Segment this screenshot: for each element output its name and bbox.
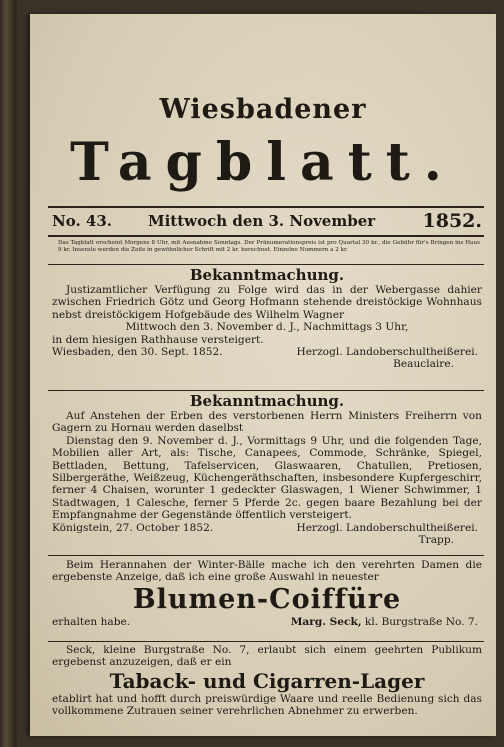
ad-text: Beim Herannahen der Winter-Bälle mache ich den verehrten Damen die ergebenste Anzeige, daß ich eine große Auswahl in neuester [52,559,482,584]
announcement-text: in dem hiesigen Rathhause versteigert. [52,333,264,346]
divider [48,390,484,391]
announcement-text: Dienstag den 9. November d. J., Vormittags 9 Uhr, und die folgenden Tage, Mobilien aller Art, als: Tische, Canapees, Commode, Schränke, Spiegel, Bettladen, Bettung, Tafelservicen, Glaswaaren, Chatullen, Pretiosen, Silbergeräthe, Weißzeug, Küchengeräthschaften, insbesondere Kupfergeschirr, ferner 4 Chaisen, worunter 1 gedeckter Glaswagen, 1 Wiener Schwimmer, 1 Stadtwagen, 1 Calesche, ferner 5 Pferde 2c. gegen baare Bezahlung bei der Empfangnahme der Gegenstände öffentlich versteigert. [52,434,482,522]
announcement-date-line: Mittwoch den 3. November d. J., Nachmittags 3 Uhr, [125,321,409,334]
announcement-text: Justizamtlicher Verfügung zu Folge wird das in der Webergasse dahier zwischen Friedrich Götz und Georg Hofmann stehende dreistöckige Wohnhaus nebst dreistöckigem Hofgebäude des Wilhelm Wagner [52,284,482,321]
ad-text: Seck, kleine Burgstraße No. 7, erlaubt sich einem geehrten Publikum ergebenst anzuzeigen, daß er ein [52,644,482,669]
announcement-footer [52,346,482,358]
divider [48,641,484,642]
announcement-heading: Bekanntmachung. [189,266,345,284]
ad-text: etablirt hat und hofft durch preiswürdige Waare und reelle Bedienung sich das vollkommene Zutrauen seiner verehrlichen Abnehmer zu erwerben. [52,692,482,718]
signature: Beauclaire. [393,358,454,371]
masthead-line-1: Wiesbadener [159,94,367,125]
ad-closing: erhalten habe. [52,615,131,628]
announcement-footer [52,522,482,534]
dateline-top-rule [48,206,484,208]
announcement-1 [52,266,482,371]
place-date: Königstein, 27. October 1852. [52,521,214,534]
signature: Trapp. [418,534,454,547]
dateline [52,210,482,236]
publication-notice: Das Tagblatt erscheint Morgens 8 Uhr, mit Ausnahme Sonntags. Der Pränumerationspreis ist pro Quartal 30 kr., die Gebühr für's Bringen ins Haus 9 kr. Inserate werden die Zeile in gewöhnlicher Schrift mit 2 kr. berechnet. Einzelne Nummern a 2 kr. [58,240,480,254]
newspaper-page [30,14,496,736]
issue-year: 1852. [422,210,482,232]
dateline-bottom-rule [48,235,484,237]
divider [48,555,484,556]
announcement-2 [52,392,482,546]
divider [48,264,484,265]
office: Herzogl. Landoberschultheißerei. [296,521,478,534]
merchant-name: Marg. Seck, [290,615,362,628]
ad-title: Taback- und Cigarren-Lager [109,668,425,693]
ad-title: Blumen-Coiffüre [132,583,402,615]
advertisement-4 [52,644,482,718]
place-date: Wiesbaden, den 30. Sept. 1852. [52,346,223,359]
advertisement-3 [52,559,482,628]
announcement-heading: Bekanntmachung. [189,392,345,410]
issue-date: Mittwoch den 3. November [148,212,376,230]
ad-footer [52,616,482,628]
office: Herzogl. Landoberschultheißerei. [296,346,478,359]
masthead-title: Tagblatt. [70,132,456,193]
issue-number: No. 43. [52,212,112,230]
merchant-address: kl. Burgstraße No. 7. [364,615,478,628]
announcement-text: Auf Anstehen der Erben des verstorbenen Herrn Ministers Freiherrn von Gagern zu Hornau werden daselbst [52,410,482,435]
